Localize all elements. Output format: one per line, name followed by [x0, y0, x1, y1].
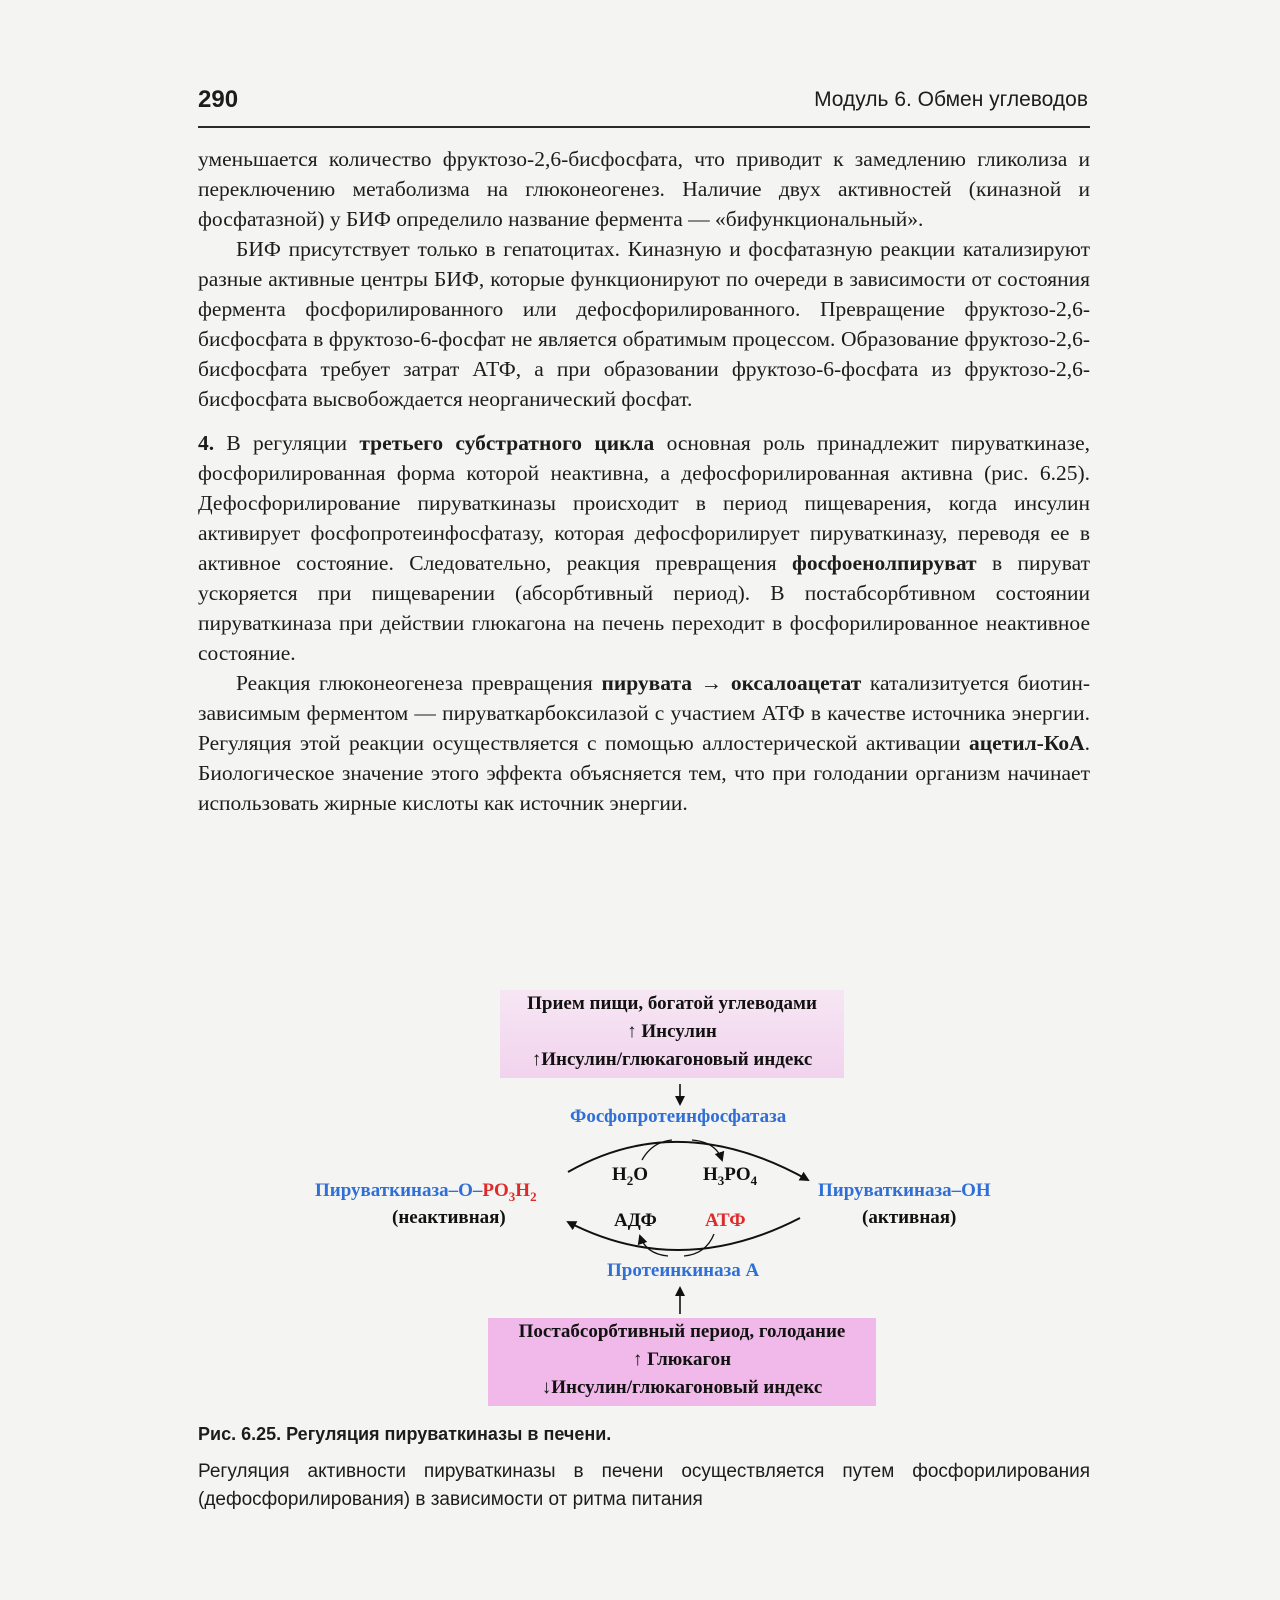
water-sub: 2: [626, 1172, 634, 1188]
active-state-label: (активная): [862, 1207, 957, 1228]
inactive-state-label: (неактивная): [392, 1207, 506, 1228]
figure-caption-text: Регуляция активности пируваткиназы в печени осуществляется путем фосфорилирования (дефосфорилирования) в зависимости от ритма питания: [198, 1461, 1090, 1510]
lower-arc-arrow: [568, 1218, 800, 1250]
term-acetyl-coa: ацетил-КоА: [968, 731, 1085, 755]
fed-state-line-1: Прием пищи, богатой углеводами: [527, 993, 817, 1014]
running-title: Модуль 6. Обмен углеводов: [814, 88, 1088, 111]
phosphate-group-po: PO: [482, 1180, 509, 1201]
phosphate-sub-2: 2: [530, 1188, 537, 1204]
acid-po: PO: [724, 1164, 751, 1185]
atp-label: АТФ: [705, 1210, 746, 1231]
adp-label: АДФ: [614, 1210, 657, 1231]
paragraph-4-text-2: катализитуется биотин-зависимым ферментом — пируваткарбоксилазой с участием АТФ в качестве источника энергии. Регуляция этой реакции осуществляется с помощью аллостерической активации: [198, 671, 1090, 755]
paragraph-3-text-3: в пируват ускоряется при пищеварении (абсорбтивный период). В постабсорбтивном состоянии пируваткиназа при действии глюкагона на печень переходит в фосфорилированное неактивное состояние.: [198, 551, 1090, 665]
acid-sub-3: 3: [717, 1172, 725, 1188]
figure-caption-title: Рис. 6.25. Регуляция пируваткиназы в печени.: [198, 1424, 612, 1444]
water-h: H: [612, 1164, 627, 1185]
water-o: O: [633, 1164, 649, 1185]
fed-state-line-2: ↑ Инсулин: [627, 1021, 717, 1042]
acid-h: H: [703, 1164, 718, 1185]
fasting-state-line-2: ↑ Глюкагон: [632, 1349, 732, 1370]
phosphatase-label: Фосфопротеинфосфатаза: [570, 1106, 787, 1127]
paragraph-3-text-1: В регуляции: [214, 431, 360, 455]
paragraph-3-text-2: основная роль принадлежит пируваткиназе, фосфорилированная форма которой неактивна, а дефосфорилированная активна (рис. 6.25). Дефосфорилирование пируваткиназы происходит в период пищеварения, когда инсулин активирует фосфопротеинфосфатазу, которая дефосфорилирует пируваткиназу, переводя ее в активное состояние. Следовательно, реакция превращения: [198, 431, 1090, 575]
list-number: 4.: [198, 431, 215, 455]
paragraph-2: БИФ присутствует только в гепатоцитах. Киназную и фосфатазную реакции катализируют разные активные центры БИФ, которые функционируют по очереди в зависимости от состояния фермента фосфорилированного или дефосфорилированного. Превращение фруктозо-2,6-бисфосфата в фруктозо-6-фосфат не является обратимым процессом. Образование фруктозо-2,6-бисфосфата требует затрат АТФ, а при образовании фруктозо-6-фосфата из фруктозо-2,6-бисфосфата высвобождается неорганический фосфат.: [198, 237, 1090, 411]
phosphate-group-h: H: [515, 1180, 531, 1201]
page-number: 290: [198, 86, 239, 113]
fed-state-line-3: ↑Инсулин/глюкагоновый индекс: [531, 1049, 813, 1070]
term-pyruvate-oxaloacetate: пирувата → оксалоацетат: [601, 671, 862, 695]
acid-sub-4: 4: [750, 1172, 758, 1188]
fasting-state-line-1: Постабсорбтивный период, голодание: [518, 1321, 846, 1342]
inactive-enzyme-name: Пируваткиназа–О–: [315, 1180, 483, 1201]
phosphate-sub-3: 3: [508, 1188, 516, 1204]
adp-curl: [640, 1236, 668, 1256]
paragraph-4-text-1: Реакция глюконеогенеза превращения: [236, 671, 602, 695]
paragraph-4-text-3: . Биологическое значение этого эффекта объясняется тем, что при голодании организм начинает использовать жирные кислоты как источник энергии.: [198, 731, 1090, 815]
atp-curl: [684, 1234, 714, 1256]
paragraph-1: уменьшается количество фруктозо-2,6-бисфосфата, что приводит к замедлению гликолиза и переключению метаболизма на глюконеогенез. Наличие двух активностей (киназной и фосфатазной) у БИФ определило название фермента — «бифункциональный».: [198, 147, 1090, 231]
term-pep: фосфоенолпируват: [792, 551, 977, 575]
fasting-state-line-3: ↓Инсулин/глюкагоновый индекс: [541, 1377, 823, 1398]
term-third-cycle: третьего субстратного цикла: [359, 431, 655, 455]
upper-arc-arrow: [568, 1142, 808, 1180]
active-enzyme-label: Пируваткиназа–ОН: [818, 1180, 991, 1201]
kinase-label: Протеинкиназа А: [607, 1260, 760, 1281]
